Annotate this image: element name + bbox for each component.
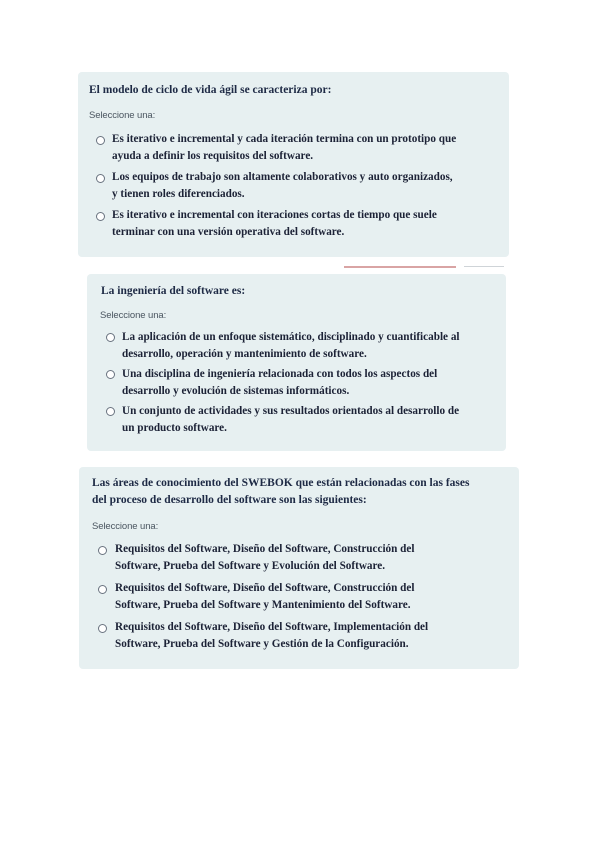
option-line: Software, Prueba del Software y Evolución del Software. [115, 560, 386, 572]
divider-line [344, 266, 456, 268]
option-line: y tienen roles diferenciados. [112, 188, 245, 200]
question-card-1 [78, 72, 509, 257]
option-line: un producto software. [122, 422, 227, 434]
option-line: Software, Prueba del Software y Mantenimiento del Software. [115, 599, 411, 611]
option-line: Una disciplina de ingeniería relacionada con todos los aspectos del [122, 368, 438, 380]
question-card-2 [87, 274, 506, 451]
question-text: El modelo de ciclo de vida ágil se caracteriza por: [89, 84, 332, 96]
radio-button[interactable] [96, 212, 105, 221]
option-1[interactable] [122, 329, 460, 363]
option-line: ayuda a definir los requisitos del software. [112, 150, 314, 162]
select-prompt: Seleccione una: [100, 310, 167, 321]
option-3[interactable] [115, 619, 428, 653]
select-prompt: Seleccione una: [92, 521, 159, 532]
option-line: Software, Prueba del Software y Gestión de la Configuración. [115, 638, 409, 650]
radio-button[interactable] [106, 370, 115, 379]
option-line: La aplicación de un enfoque sistemático, disciplinado y cuantificable al [122, 331, 460, 343]
question-text-line: Las áreas de conocimiento del SWEBOK que están relacionadas con las fases [92, 477, 470, 489]
select-prompt: Seleccione una: [89, 110, 156, 121]
option-2[interactable] [115, 580, 414, 614]
radio-button[interactable] [98, 546, 107, 555]
question-text: La ingeniería del software es: [101, 285, 246, 297]
radio-button[interactable] [98, 624, 107, 633]
option-line: Requisitos del Software, Diseño del Software, Construcción del [115, 543, 415, 555]
radio-button[interactable] [96, 174, 105, 183]
option-3[interactable] [122, 403, 459, 437]
option-line: Es iterativo e incremental y cada iteración termina con un prototipo que [112, 133, 457, 145]
option-1[interactable] [115, 541, 414, 575]
question-text [92, 475, 470, 509]
option-line: terminar con una versión operativa del software. [112, 226, 345, 238]
option-3[interactable] [112, 207, 437, 241]
option-line: Los equipos de trabajo son altamente colaborativos y auto organizados, [112, 171, 453, 183]
option-line: Es iterativo e incremental con iteraciones cortas de tiempo que suele [112, 209, 437, 221]
option-line: Un conjunto de actividades y sus resultados orientados al desarrollo de [122, 405, 460, 417]
radio-button[interactable] [106, 333, 115, 342]
radio-button[interactable] [98, 585, 107, 594]
option-1[interactable] [112, 131, 456, 165]
radio-button[interactable] [106, 407, 115, 416]
option-line: desarrollo, operación y mantenimiento de software. [122, 348, 367, 360]
option-line: Requisitos del Software, Diseño del Software, Implementación del [115, 621, 429, 633]
question-text-line: del proceso de desarrollo del software son las siguientes: [92, 494, 367, 506]
radio-button[interactable] [96, 136, 105, 145]
option-line: Requisitos del Software, Diseño del Software, Construcción del [115, 582, 415, 594]
option-line: desarrollo y evolución de sistemas informáticos. [122, 385, 350, 397]
option-2[interactable] [112, 169, 453, 203]
question-card-3 [79, 467, 519, 669]
option-2[interactable] [122, 366, 437, 400]
divider-line [464, 266, 504, 267]
